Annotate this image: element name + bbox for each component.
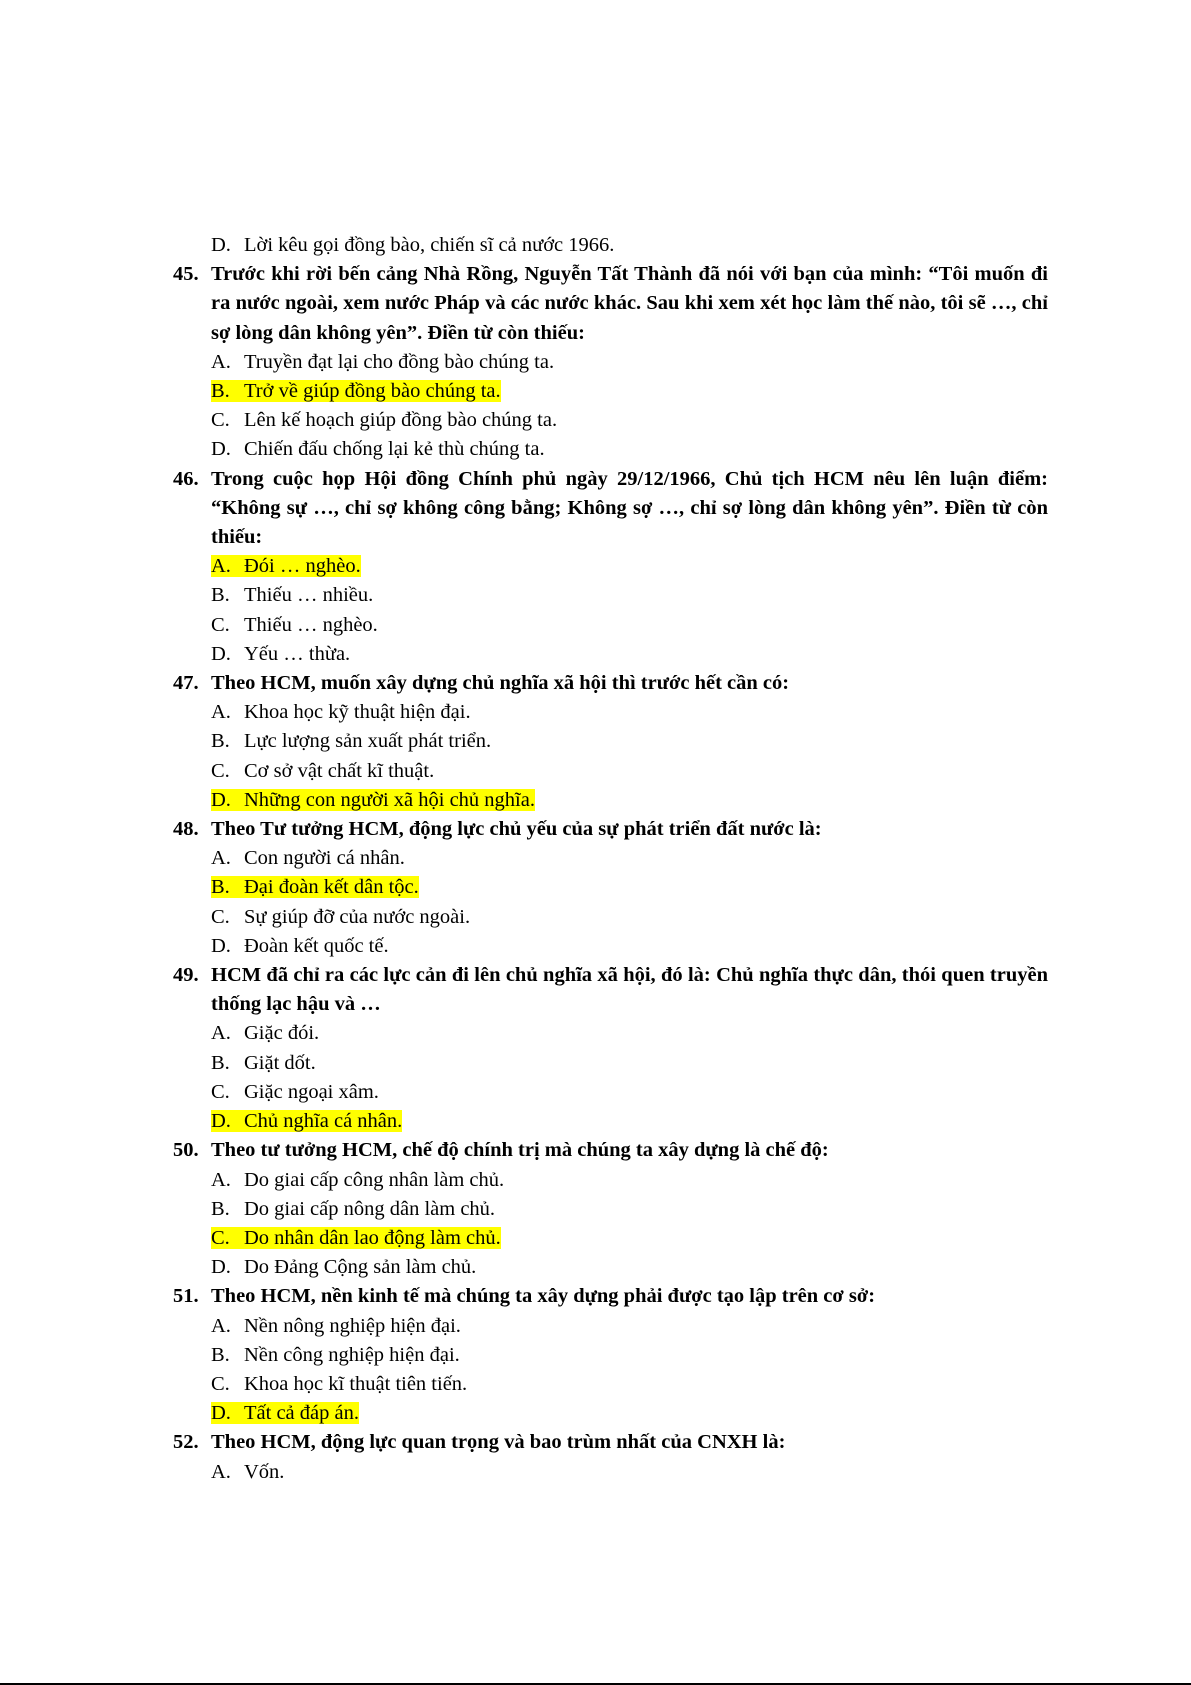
- option-letter: B.: [211, 1051, 230, 1074]
- option-text: Nền nông nghiệp hiện đại.: [244, 1314, 461, 1337]
- answer-option: [173, 406, 1048, 435]
- answer-option-correct: [173, 1107, 1048, 1136]
- option-letter: C.: [211, 409, 230, 432]
- answer-highlight: [211, 1110, 402, 1132]
- question-46: [173, 465, 1048, 553]
- option-letter: D.: [211, 934, 231, 957]
- option-text: Giặc ngoại xâm.: [244, 1080, 379, 1103]
- option-letter: D.: [211, 642, 231, 665]
- answer-line: [211, 935, 389, 957]
- option-text: Do nhân dân lao động làm chủ.: [244, 1226, 501, 1249]
- option-text: Sự giúp đỡ của nước ngoài.: [244, 905, 471, 928]
- answer-line: [211, 1052, 316, 1074]
- option-letter: D.: [211, 1256, 231, 1279]
- option-letter: A.: [211, 1168, 231, 1191]
- option-letter: A.: [211, 555, 231, 578]
- answer-option-correct: [173, 873, 1048, 902]
- answer-option: [173, 757, 1048, 786]
- answer-option: [173, 903, 1048, 932]
- question-number: 51.: [173, 1285, 199, 1308]
- question-51: [173, 1282, 1048, 1311]
- option-text: Đại đoàn kết dân tộc.: [244, 876, 419, 899]
- question-number: 50.: [173, 1139, 199, 1162]
- option-text: Chiến đấu chống lại kẻ thù chúng ta.: [244, 438, 545, 461]
- option-letter: C.: [211, 1080, 230, 1103]
- option-text: Lời kêu gọi đồng bào, chiến sĩ cả nước 1966.: [244, 234, 615, 256]
- answer-line: [211, 409, 557, 431]
- option-letter: C.: [211, 1372, 230, 1395]
- question-text: Theo HCM, động lực quan trọng và bao trùm nhất của CNXH là:: [211, 1431, 786, 1454]
- answer-option-correct: [173, 552, 1048, 581]
- option-text: Do giai cấp công nhân làm chủ.: [244, 1168, 505, 1191]
- option-text: Đoàn kết quốc tế.: [244, 934, 389, 957]
- answer-option: [173, 1341, 1048, 1370]
- option-text: Giặc đói.: [244, 1022, 320, 1045]
- option-letter: B.: [211, 876, 230, 899]
- question-number: 45.: [173, 263, 199, 286]
- answer-option-correct: [173, 1224, 1048, 1253]
- answer-option: [173, 844, 1048, 873]
- answer-option: [173, 698, 1048, 727]
- option-text: Trở về giúp đồng bào chúng ta.: [244, 380, 501, 403]
- question-number: 52.: [173, 1431, 199, 1454]
- option-letter: D.: [211, 1110, 231, 1133]
- answer-option-correct: [173, 377, 1048, 406]
- answer-line: [211, 1022, 319, 1044]
- answer-option: [173, 1458, 1048, 1487]
- answer-option: [173, 435, 1048, 464]
- option-letter: D.: [211, 788, 231, 811]
- answer-line: [211, 760, 434, 782]
- question-47: [173, 669, 1048, 698]
- answer-option: [173, 1195, 1048, 1224]
- answer-option: [173, 640, 1048, 669]
- answer-option: [173, 1312, 1048, 1341]
- answer-line: [211, 1256, 476, 1278]
- option-text: Lên kế hoạch giúp đồng bào chúng ta.: [244, 409, 558, 432]
- answer-option: [173, 1019, 1048, 1048]
- option-text: Những con người xã hội chủ nghĩa.: [244, 788, 535, 811]
- answer-line: [211, 614, 378, 636]
- question-50: [173, 1136, 1048, 1165]
- answer-option-correct: [173, 786, 1048, 815]
- option-letter: A.: [211, 350, 231, 373]
- answer-line: [211, 584, 373, 606]
- option-text: Thiếu … nhiều.: [244, 584, 374, 607]
- question-48: [173, 815, 1048, 844]
- option-text: Tất cả đáp án.: [244, 1402, 359, 1425]
- option-text: Truyền đạt lại cho đồng bào chúng ta.: [244, 350, 555, 373]
- option-letter: B.: [211, 380, 230, 403]
- answer-highlight: [211, 789, 535, 811]
- document-body: [173, 231, 1048, 1487]
- answer-line: [211, 847, 405, 869]
- option-letter: B.: [211, 584, 230, 607]
- question-49: [173, 961, 1048, 1019]
- option-letter: C.: [211, 905, 230, 928]
- question-text: Theo tư tưởng HCM, chế độ chính trị mà chúng ta xây dựng là chế độ:: [211, 1139, 829, 1162]
- option-letter: A.: [211, 847, 231, 870]
- answer-line: [211, 1344, 460, 1366]
- answer-line: [211, 701, 471, 723]
- answer-line: [211, 1081, 379, 1103]
- answer-option: [173, 231, 1048, 260]
- option-letter: B.: [211, 1343, 230, 1366]
- option-text: Do giai cấp nông dân làm chủ.: [244, 1197, 496, 1220]
- option-text: Nền công nghiệp hiện đại.: [244, 1343, 460, 1366]
- option-letter: A.: [211, 701, 231, 724]
- option-letter: A.: [211, 1460, 231, 1483]
- option-text: Do Đảng Cộng sản làm chủ.: [244, 1256, 477, 1279]
- option-text: Khoa học kĩ thuật tiên tiến.: [244, 1372, 468, 1395]
- option-text: Đói … nghèo.: [244, 555, 361, 578]
- answer-line: [211, 1198, 495, 1220]
- answer-line: [211, 438, 545, 460]
- question-52: [173, 1428, 1048, 1457]
- answer-option: [173, 932, 1048, 961]
- option-letter: B.: [211, 1197, 230, 1220]
- option-text: Cơ sở vật chất kĩ thuật.: [244, 759, 435, 782]
- option-text: Vốn.: [244, 1460, 285, 1483]
- option-letter: D.: [211, 234, 231, 256]
- question-text: Trong cuộc họp Hội đồng Chính phủ ngày 29/12/1966, Chủ tịch HCM nêu lên luận điểm: “Không sự …, chỉ sợ không công bằng; Không sợ …, chỉ sợ lòng dân không yên”. Điền từ còn thiếu:: [211, 467, 1048, 549]
- option-letter: A.: [211, 1022, 231, 1045]
- answer-highlight: [211, 1227, 501, 1249]
- answer-option: [173, 348, 1048, 377]
- answer-line: [211, 1169, 504, 1191]
- answer-option: [173, 581, 1048, 610]
- option-letter: C.: [211, 759, 230, 782]
- answer-option-correct: [173, 1399, 1048, 1428]
- question-text: Theo Tư tưởng HCM, động lực chủ yếu của sự phát triển đất nước là:: [211, 818, 822, 841]
- answer-highlight: [211, 876, 419, 898]
- answer-line: [211, 1461, 284, 1483]
- question-number: 46.: [173, 467, 199, 490]
- option-text: Lực lượng sản xuất phát triển.: [244, 730, 492, 753]
- answer-highlight: [211, 555, 361, 577]
- answer-line: [211, 1373, 467, 1395]
- option-letter: A.: [211, 1314, 231, 1337]
- question-text: Theo HCM, nền kinh tế mà chúng ta xây dựng phải được tạo lập trên cơ sở:: [211, 1285, 876, 1308]
- option-text: Khoa học kỹ thuật hiện đại.: [244, 701, 471, 724]
- option-letter: B.: [211, 730, 230, 753]
- answer-option: [173, 1370, 1048, 1399]
- answer-option: [173, 1049, 1048, 1078]
- option-text: Con người cá nhân.: [244, 847, 405, 870]
- answer-line: [211, 1315, 461, 1337]
- answer-option: [173, 1166, 1048, 1195]
- answer-line: [211, 730, 491, 752]
- answer-highlight: [211, 380, 501, 402]
- question-text: HCM đã chỉ ra các lực cản đi lên chủ nghĩa xã hội, đó là: Chủ nghĩa thực dân, thói quen truyền thống lạc hậu và …: [211, 964, 1048, 1016]
- answer-line: [211, 906, 470, 928]
- question-number: 47.: [173, 672, 199, 695]
- option-letter: D.: [211, 1402, 231, 1425]
- answer-option: [173, 1253, 1048, 1282]
- answer-line: [211, 351, 554, 373]
- answer-highlight: [211, 1402, 359, 1424]
- question-45: [173, 260, 1048, 348]
- option-text: Giặt dốt.: [244, 1051, 316, 1074]
- option-letter: C.: [211, 613, 230, 636]
- option-text: Chủ nghĩa cá nhân.: [244, 1110, 403, 1133]
- question-text: Trước khi rời bến cảng Nhà Rồng, Nguyễn Tất Thành đã nói với bạn của mình: “Tôi muốn đi ra nước ngoài, xem nước Pháp và các nước khác. Sau khi xem xét học làm thế nào, tôi sẽ …, chỉ sợ lòng dân không yên”. Điền từ còn thiếu:: [211, 263, 1048, 344]
- option-letter: D.: [211, 438, 231, 461]
- question-text: Theo HCM, muốn xây dựng chủ nghĩa xã hội thì trước hết cần có:: [211, 672, 790, 695]
- option-letter: C.: [211, 1226, 230, 1249]
- option-text: Thiếu … nghèo.: [244, 613, 378, 636]
- answer-option: [173, 1078, 1048, 1107]
- option-text: Yếu … thừa.: [244, 642, 351, 665]
- answer-option: [173, 727, 1048, 756]
- question-number: 48.: [173, 818, 199, 841]
- answer-line: [211, 643, 350, 665]
- question-number: 49.: [173, 964, 199, 987]
- answer-option: [173, 611, 1048, 640]
- answer-line: [211, 234, 614, 256]
